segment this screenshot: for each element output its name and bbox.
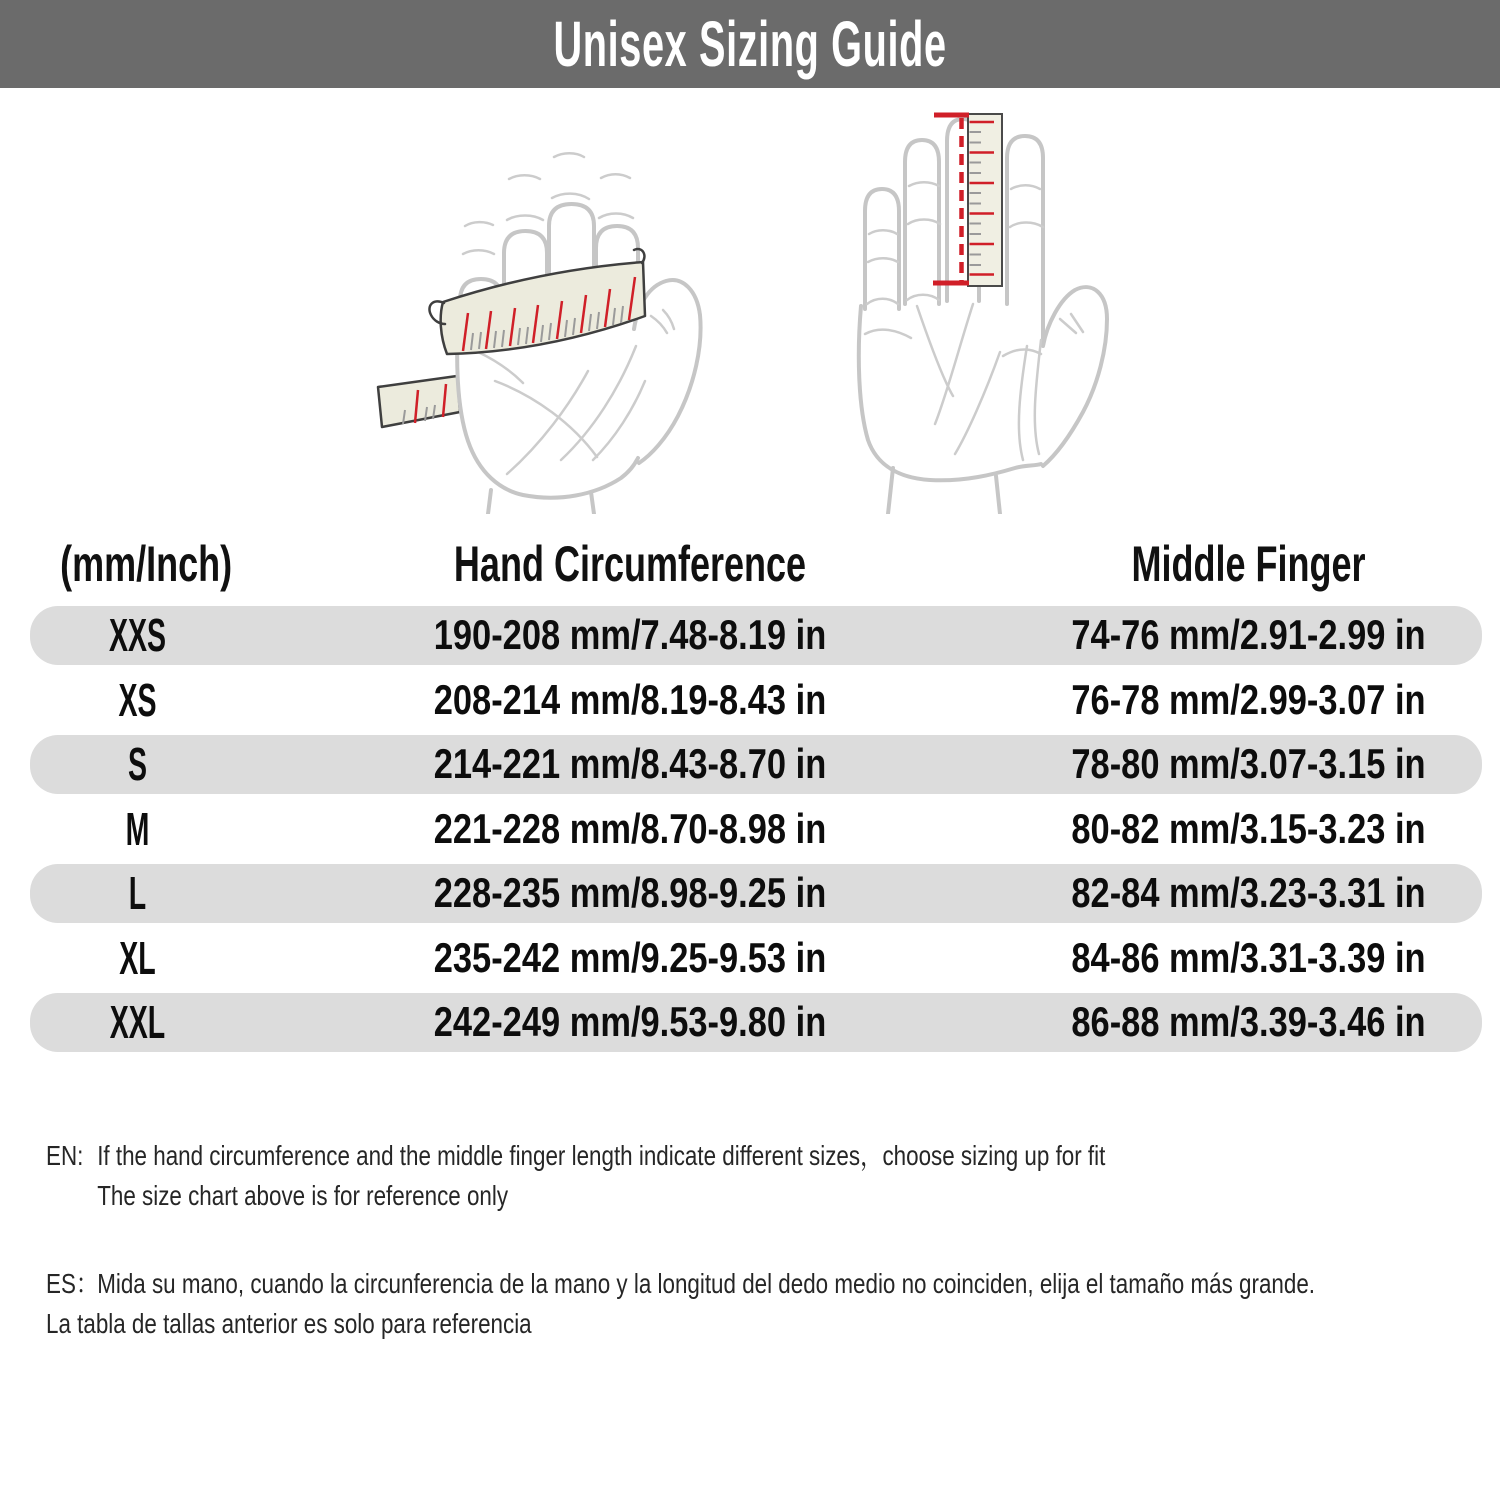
title-bar [0, 0, 1500, 88]
note-es-line2: La tabla de tallas anterior es solo para referencia [46, 1307, 532, 1339]
measurement-illustrations [0, 94, 1500, 514]
size-label: L [128, 867, 147, 920]
note-es-line1: Mida su mano, cuando la circunferencia de la mano y la longitud del dedo medio no coinciden, elija el tamaño más grande. [97, 1267, 1316, 1299]
table-row-m [30, 800, 1482, 859]
middle-finger-value: 86-88 mm/3.39-3.46 in [1071, 998, 1426, 1046]
note-english [46, 1136, 1500, 1216]
size-table [30, 528, 1482, 1052]
middle-finger-value: 78-80 mm/3.07-3.15 in [1071, 740, 1426, 788]
note-en-label: EN: [46, 1139, 84, 1171]
note-es-label: ES： [46, 1267, 99, 1299]
size-label: XXL [109, 996, 166, 1049]
middle-finger-illustration [855, 94, 1155, 514]
table-row-l [30, 864, 1482, 923]
size-label: S [127, 738, 148, 791]
page-title: Unisex Sizing Guide [553, 8, 947, 80]
finger-ruler [968, 114, 1002, 286]
column-header-hand-circumference: Hand Circumference [453, 536, 807, 592]
hand-circumference-value: 221-228 mm/8.70-8.98 in [433, 804, 827, 852]
middle-finger-value: 76-78 mm/2.99-3.07 in [1071, 675, 1426, 723]
size-label: M [125, 802, 150, 855]
middle-finger-value: 74-76 mm/2.91-2.99 in [1071, 611, 1426, 659]
size-table-header [30, 528, 1482, 600]
hand-circumference-value: 214-221 mm/8.43-8.70 in [433, 740, 827, 788]
hand-circumference-value: 242-249 mm/9.53-9.80 in [433, 998, 827, 1046]
hand-circumference-value: 228-235 mm/8.98-9.25 in [433, 869, 827, 917]
hand-circumference-value: 235-242 mm/9.25-9.53 in [433, 933, 827, 981]
thumb [1043, 287, 1107, 466]
table-row-xl [30, 929, 1482, 988]
hand-circumference-value: 190-208 mm/7.48-8.19 in [433, 611, 827, 659]
note-en-line2: The size chart above is for reference only [97, 1179, 509, 1211]
note-spanish [46, 1264, 1500, 1344]
table-row-xxs [30, 606, 1482, 665]
column-header-middle-finger: Middle Finger [1131, 536, 1366, 592]
hand-circumference-illustration [345, 94, 745, 514]
table-row-s [30, 735, 1482, 794]
middle-finger-value: 80-82 mm/3.15-3.23 in [1071, 804, 1426, 852]
size-label: XS [118, 673, 157, 726]
footnotes [46, 1136, 1500, 1344]
column-header-size-unit: (mm/Inch) [60, 536, 233, 592]
size-label: XL [119, 931, 156, 984]
measuring-tape-loose-end [378, 376, 460, 427]
note-en-line1: If the hand circumference and the middle finger length indicate different sizes，choose sizing up for fit [97, 1139, 1106, 1171]
hand-circumference-value: 208-214 mm/8.19-8.43 in [433, 675, 827, 723]
size-label: XXS [108, 609, 167, 662]
table-row-xs [30, 671, 1482, 730]
middle-finger-value: 82-84 mm/3.23-3.31 in [1071, 869, 1426, 917]
middle-finger-value: 84-86 mm/3.31-3.39 in [1071, 933, 1426, 981]
table-row-xxl [30, 993, 1482, 1052]
